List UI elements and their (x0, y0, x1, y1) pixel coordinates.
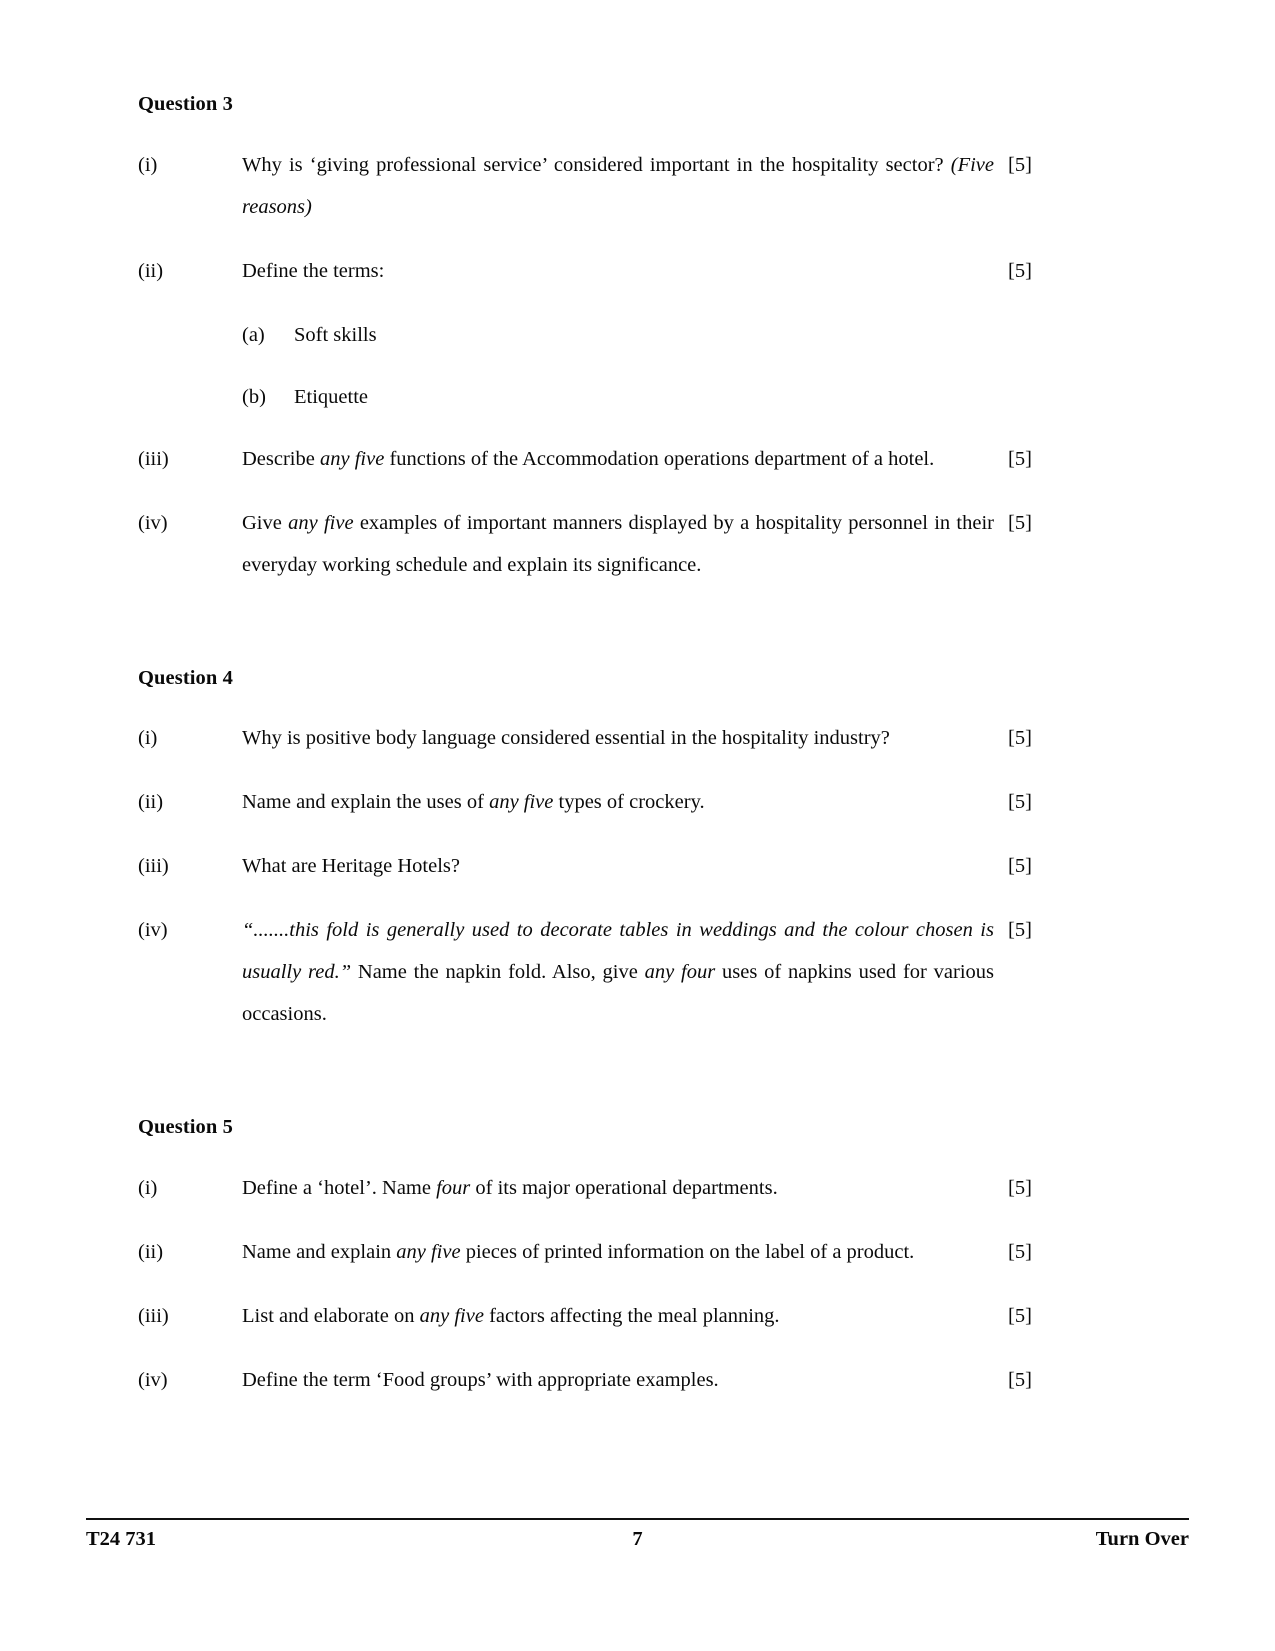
plain-text: List and elaborate on (242, 1304, 420, 1327)
question-item-label: (i) (138, 153, 158, 176)
question-spacer (138, 1057, 1083, 1115)
question-item-label: (iv) (138, 1368, 168, 1391)
page-footer (86, 1528, 1189, 1551)
question-heading: Question 4 (138, 666, 233, 689)
question-item-label: (iv) (138, 511, 168, 534)
plain-text: Define a ‘hotel’. Name (242, 1176, 437, 1199)
emphasis-text: any four (644, 961, 716, 984)
question-item-label: (i) (138, 1176, 158, 1199)
question-item-text (242, 717, 994, 759)
plain-text: Define the terms: (242, 259, 385, 282)
question-subitem (138, 376, 1083, 418)
footer-divider (86, 1518, 1189, 1520)
plain-text: factors affecting the meal planning. (483, 1304, 780, 1327)
question-item-text (242, 1295, 994, 1337)
question-item-text (242, 909, 994, 1035)
question-item-text (242, 1359, 994, 1401)
emphasis-text: any five (288, 511, 354, 534)
plain-text: Name and explain (242, 1240, 397, 1263)
page-number: 7 (632, 1528, 643, 1550)
question-item-marks: [5] (1008, 259, 1032, 282)
question-subitem-label: (a) (242, 323, 265, 346)
question-heading: Question 3 (138, 93, 233, 115)
question-item-marks: [5] (1008, 1368, 1032, 1391)
question-item-marks: [5] (1008, 1176, 1032, 1199)
question-item (138, 502, 1083, 586)
plain-text: examples of important manners displayed by a hospitality personnel in their everyday working schedule and explain its significance. (242, 511, 994, 576)
question-item (138, 144, 1083, 228)
question-item-label: (ii) (138, 1240, 164, 1263)
question-item (138, 438, 1083, 480)
question-subitem-text: Etiquette (294, 385, 369, 408)
question-item-text (242, 1167, 994, 1209)
plain-text: Define the term ‘Food groups’ with appropriate examples. (242, 1368, 719, 1391)
question-item-marks: [5] (1008, 511, 1032, 534)
question-block (138, 92, 1083, 586)
plain-text: pieces of printed information on the label of a product. (460, 1240, 915, 1263)
plain-text: types of crockery. (553, 791, 705, 814)
plain-text: Name and explain the uses of (242, 791, 490, 814)
question-heading: Question 5 (138, 1116, 233, 1139)
emphasis-text: any five (419, 1304, 484, 1327)
question-subitem-text: Soft skills (294, 323, 377, 346)
emphasis-text: four (436, 1176, 471, 1199)
question-item (138, 250, 1083, 292)
plain-text: Why is ‘giving professional service’ considered important in the hospitality sector? (242, 153, 951, 176)
question-content-column (138, 92, 1083, 1423)
question-item-marks: [5] (1008, 727, 1032, 750)
paper-code: T24 731 (86, 1528, 157, 1550)
plain-text: What are Heritage Hotels? (242, 855, 460, 878)
emphasis-text: any five (396, 1240, 461, 1263)
emphasis-text: any five (489, 791, 554, 814)
question-item-marks: [5] (1008, 855, 1032, 878)
question-item-label: (iii) (138, 447, 169, 470)
question-block (138, 1115, 1083, 1401)
plain-text: Give (242, 511, 289, 534)
question-item (138, 1167, 1083, 1209)
question-item-marks: [5] (1008, 1240, 1032, 1263)
question-item-text (242, 144, 994, 228)
plain-text: Name the napkin fold. Also, give (351, 961, 645, 984)
question-item (138, 909, 1083, 1035)
emphasis-text: “.......this fold is generally used to decorate tables in weddings and the colour chosen is usually red.” (242, 919, 994, 984)
question-item (138, 1295, 1083, 1337)
plain-text: of its major operational departments. (470, 1176, 778, 1199)
question-item-label: (iii) (138, 1304, 169, 1327)
question-item-marks: [5] (1008, 791, 1032, 814)
question-item-label: (i) (138, 727, 158, 750)
emphasis-text: any five (319, 447, 385, 470)
turn-over-label: Turn Over (1095, 1528, 1189, 1550)
question-item (138, 845, 1083, 887)
plain-text: Why is positive body language considered essential in the hospitality industry? (242, 727, 890, 750)
question-subitem-label: (b) (242, 385, 266, 408)
question-item-text (242, 438, 994, 480)
question-item (138, 717, 1083, 759)
question-subitem (138, 314, 1083, 356)
question-item-marks: [5] (1008, 153, 1032, 176)
question-item-text (242, 502, 994, 586)
question-item-text (242, 250, 994, 292)
question-item-marks: [5] (1008, 447, 1032, 470)
emphasis-text: (Five reasons) (242, 153, 994, 218)
question-item-text (242, 1231, 994, 1273)
plain-text: Describe (242, 447, 320, 470)
plain-text: functions of the Accommodation operations department of a hotel. (384, 447, 935, 470)
question-item-text (242, 845, 994, 887)
question-item-label: (iv) (138, 919, 168, 942)
question-spacer (138, 608, 1083, 666)
question-item-text (242, 781, 994, 823)
question-item-marks: [5] (1008, 1304, 1032, 1327)
plain-text: uses of napkins used for various occasions. (242, 961, 995, 1026)
question-item-label: (ii) (138, 791, 164, 814)
question-item-label: (iii) (138, 855, 169, 878)
question-item (138, 1231, 1083, 1273)
question-item (138, 1359, 1083, 1401)
question-block (138, 666, 1083, 1036)
question-item-label: (ii) (138, 259, 164, 282)
question-item-marks: [5] (1008, 919, 1032, 942)
question-item (138, 781, 1083, 823)
